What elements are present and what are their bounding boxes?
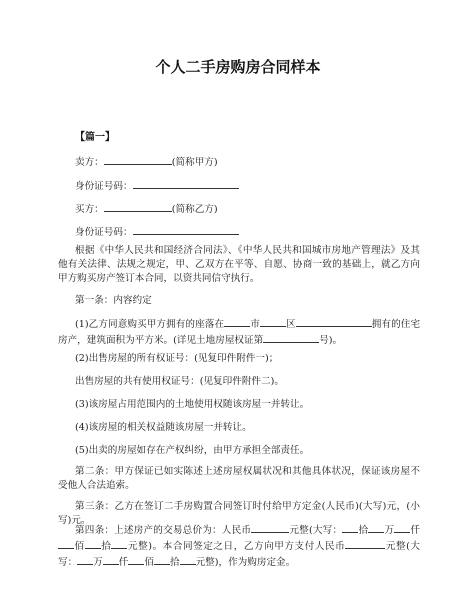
buyer-id-label: 身份证号码： — [75, 227, 133, 238]
buyer-suffix: (简称乙方) — [171, 204, 218, 215]
article4-blank-7 — [77, 554, 93, 565]
seller-id-label: 身份证号码： — [75, 181, 133, 192]
buyer-id-line — [75, 224, 239, 239]
article4-text-b: 元整(大写： — [289, 525, 343, 536]
article4-text-h: 元整)。本合同签定之日，乙方向甲方支付人民币 — [127, 541, 346, 552]
seller-blank — [104, 154, 172, 165]
article4-text-m: 拾 — [169, 557, 180, 568]
item1-paragraph — [58, 316, 420, 348]
item1-text-a: (1)乙方同意购买甲方拥有的座落在 — [75, 319, 225, 330]
item1-text-b: 市 — [250, 319, 260, 330]
article4-text-i: 元整(大写： — [58, 541, 421, 568]
article3-paragraph: 第三条：乙方在签订二手房购置合同签订时付给甲方定金(人民币)(大写)元，(小写)元。 — [58, 501, 420, 526]
article4-blank-5 — [85, 538, 101, 549]
article4-text-f: 佰 — [74, 541, 85, 552]
article1-title: 第一条：内容约定 — [75, 295, 152, 306]
article4-blank-11 — [180, 554, 196, 565]
seller-id-line — [75, 178, 239, 193]
item1-cert-blank — [263, 332, 319, 343]
article4-blank-2 — [368, 522, 384, 533]
item2b-line: 出售房屋的共有使用权证号：(见复印件附件二)。 — [75, 376, 284, 387]
article4-text-n: 元整)，作为购房定金。 — [195, 557, 296, 568]
item1-text-e: 的住宅房产，建筑面积为平方米。(详见土地房屋权证第 — [58, 319, 421, 346]
article4-price-blank — [251, 522, 289, 533]
buyer-line — [75, 201, 218, 216]
item1-address-blank — [296, 316, 372, 327]
item3-line: (3)该房屋占用范围内的土地使用权随该房屋一并转让。 — [75, 399, 310, 410]
article4-text-c: 拾 — [358, 525, 369, 536]
article2-paragraph: 第二条：甲方保证已如实陈述上述房屋权属状况和其他具体状况，保证该房屋不受他人合法追索。 — [58, 466, 420, 491]
page-title: 个人二手房购房合同样本 — [155, 58, 321, 76]
section-label: 【篇一】 — [75, 132, 115, 143]
item5-line: (5)出卖的房屋如存在产权纠纷，由甲方承担全部责任。 — [75, 445, 310, 456]
article4-blank-10 — [154, 554, 170, 565]
item1-text-f: 号)。 — [319, 335, 343, 346]
article4-deposit-blank — [345, 538, 385, 549]
seller-suffix: (简称甲方) — [171, 157, 218, 168]
article4-text-g: 拾 — [100, 541, 112, 552]
item1-city-blank — [224, 316, 250, 327]
item2-line: (2)出售房屋的所有权证号：(见复印件附件一)； — [75, 353, 279, 364]
article4-blank-3 — [394, 522, 410, 533]
article4-blank-4 — [58, 538, 74, 549]
buyer-label: 买方： — [75, 204, 104, 215]
article4-text-l: 佰 — [144, 557, 154, 568]
article4-blank-1 — [342, 522, 358, 533]
article4-text-e: 仟 — [410, 525, 421, 536]
item1-district-blank — [260, 316, 286, 327]
article4-blank-8 — [103, 554, 119, 565]
article4-paragraph — [58, 522, 420, 570]
buyer-id-blank — [133, 224, 239, 235]
seller-label: 卖方： — [75, 157, 104, 168]
seller-line — [75, 154, 218, 169]
item1-text-c: 区 — [285, 319, 296, 330]
item4-line: (4)该房屋的相关权益随该房屋一并转让。 — [75, 422, 252, 433]
article4-text-d: 万 — [384, 525, 395, 536]
buyer-blank — [104, 201, 172, 212]
article4-blank-6 — [111, 538, 127, 549]
article4-text-j: 万 — [93, 557, 103, 568]
article4-text-k: 仟 — [118, 557, 129, 568]
article4-blank-9 — [128, 554, 144, 565]
seller-id-blank — [133, 178, 239, 189]
intro-paragraph: 根据《中华人民共和国经济合同法》、《中华人民共和国城市房地产管理法》及其他有关法律、法规之规定，甲、乙双方在平等、自愿、协商一致的基础上，就乙方向甲方购买房产签订本合同，以资共同信守执行。 — [58, 245, 420, 284]
item1-text-d: 拥有 — [371, 319, 392, 330]
article4-text-a: 第四条：上述房产的交易总价为：人民币 — [75, 525, 252, 536]
